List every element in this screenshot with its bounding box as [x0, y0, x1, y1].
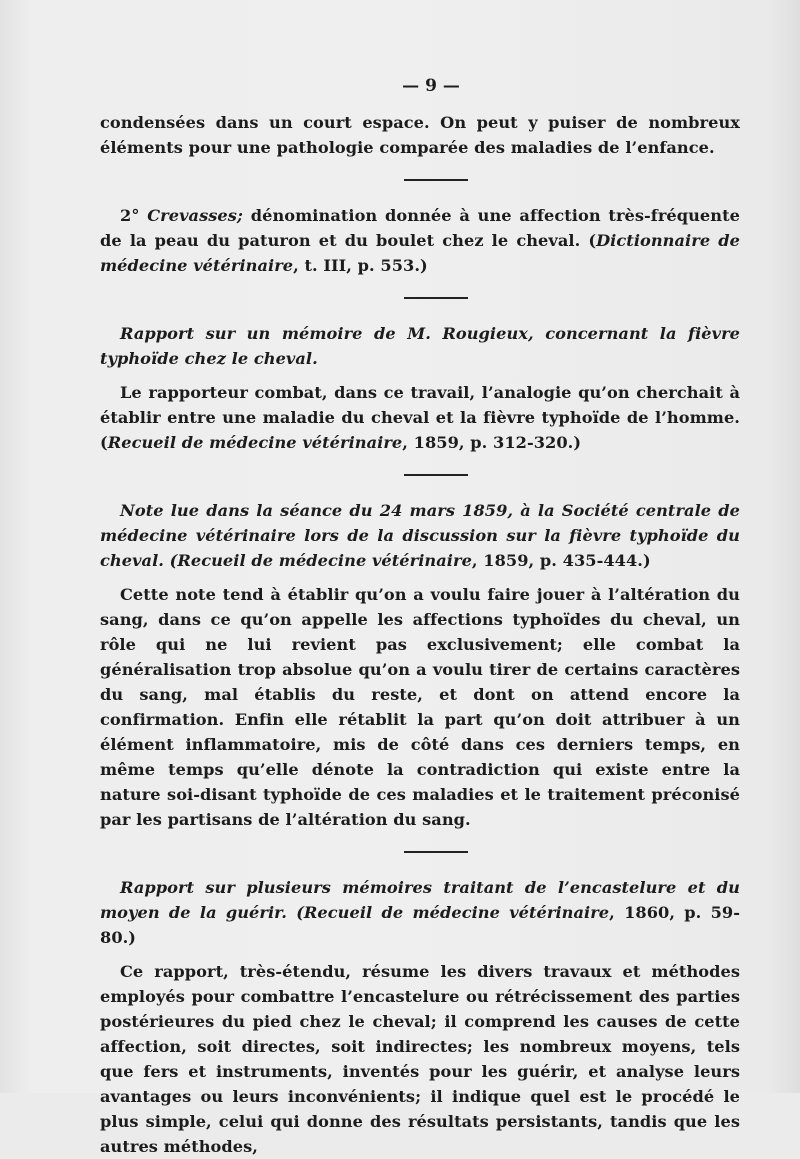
rapport-rougieux-title: Rapport sur un mémoire de M. Rougieux, concernant la fièvre typhoïde chez le cheval. [100, 324, 740, 368]
note-body: Cette note tend à établir qu’on a voulu faire jouer à l’altération du sang, dans ce qu’on appelle les affections typhoïdes du cheval, un rôle qui ne lui revient pas exclusivement; elle combat la généralisation trop absolue qu’on a voulu tirer de certains caractères du sang, mal établis du reste, et dont on attend encore la confirmation. Enfin elle rétablit la part qu’on doit attribuer à un élément inflammatoire, mis de côté dans ces derniers temps, en même temps qu’elle dénote la contradiction qui existe entre la nature soi-disant typhoïde de ces maladies et le traitement préconisé par les partisans de l’altération du sang. [100, 585, 740, 829]
rapport-rougieux-body [100, 380, 740, 455]
rapport-rougieux-citation: Recueil de médecine vétérinaire [107, 433, 403, 452]
item-citation: Dictionnaire de médecine vétérinaire [100, 231, 740, 275]
item-ref: , t. III, p. 553.) [293, 256, 428, 275]
section-divider [404, 851, 468, 853]
note-ref: , 1859, p. 435-444.) [471, 551, 651, 570]
item-term: Crevasses; [147, 206, 243, 225]
page-content [100, 76, 740, 1159]
note-title-text: Note lue dans la séance du 24 mars 1859, à la Société centrale de médecine vétérinaire lors de la discussion sur la fièvre typhoïde du cheval. ( [100, 501, 740, 570]
note-citation: Recueil de médecine vétérinaire [177, 551, 472, 570]
item-label: 2° [120, 206, 148, 225]
crevasses-paragraph [100, 203, 740, 278]
rapport-rougieux-text: Le rapporteur combat, dans ce travail, l’analogie qu’on cherchait à établir entre une maladie du cheval et la fièvre typhoïde de l’homme. ( [100, 383, 740, 452]
rapport-encastelure-title [100, 875, 740, 950]
rapport-encastelure-ref: , 1860, p. 59-80.) [100, 903, 740, 947]
rapport-rougieux-ref: , 1859, p. 312-320.) [402, 433, 582, 452]
section-divider [404, 474, 468, 476]
rapport-encastelure-body: Ce rapport, très-étendu, résume les divers travaux et méthodes employés pour combattre l’encastelure ou rétrécissement des parties postérieures du pied chez le cheval; il comprend les causes de cette affection, soit directes, soit indirectes; les nombreux moyens, tels que fers et instruments, inventés pour les guérir, et analyse leurs avantages ou leurs inconvénients; il indique quel est le procédé le plus simple, celui qui donne des résultats persistants, tandis que les autres méthodes, [100, 962, 740, 1156]
rapport-encastelure-citation: Recueil de médecine vétérinaire [303, 903, 610, 922]
section-divider [404, 179, 468, 181]
page-number: — 9 — [402, 76, 460, 96]
item-text: dénomination donnée à une affection très-fréquente de la peau du paturon et du boulet chez le cheval. ( [100, 206, 740, 250]
intro-paragraph: condensées dans un court espace. On peut y puiser de nombreux éléments pour une pathologie comparée des maladies de l’enfance. [100, 113, 740, 157]
rapport-encastelure-title-text: Rapport sur plusieurs mémoires traitant de l’encastelure et du moyen de la guérir. ( [100, 878, 740, 922]
section-divider [404, 297, 468, 299]
note-title [100, 498, 740, 573]
